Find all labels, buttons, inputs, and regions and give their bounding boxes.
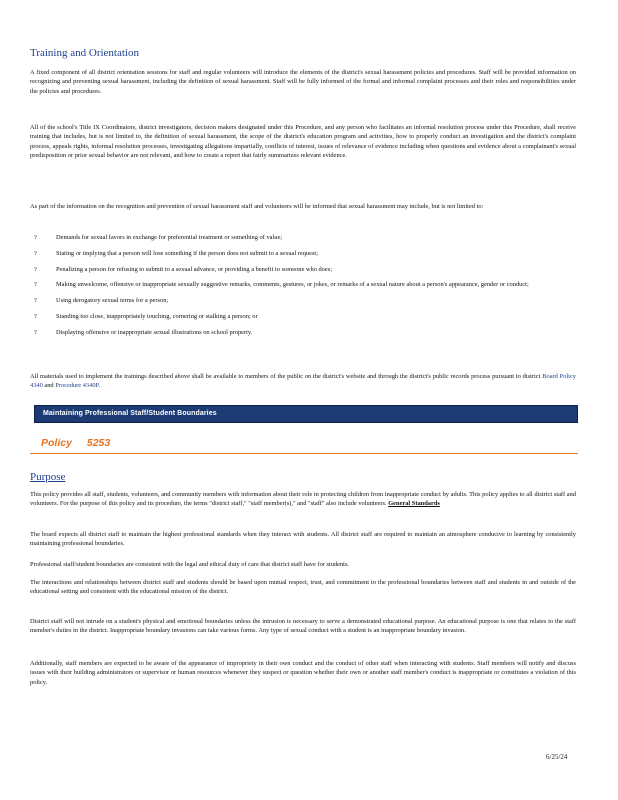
training-paragraph-1: A fixed component of all district orientation sessions for staff and regular volunteers will introduce the elements of the district's sexual harassment policies and procedures. Staff will be provided information on recognizing and preventing sexual harassment, including the definition of sexual harassment. Staff will be fully informed of the formal and informal complaint processes and their roles and responsibilities under the policies and procedures. (30, 69, 576, 95)
purpose-paragraph-1 (30, 490, 576, 509)
conjunction-text: and (44, 382, 54, 390)
list-item (30, 296, 576, 305)
bullet-mark: ? (34, 328, 37, 336)
bullet-mark: ? (34, 297, 37, 305)
materials-text: All materials used to implement the trainings described above shall be available to members of the public on the district's website and through the district's public records process pursuant to district (30, 373, 541, 380)
bullet-mark: ? (34, 234, 37, 241)
list-item (30, 249, 576, 258)
procedure-link[interactable]: Procedure 4340P (55, 382, 99, 390)
list-item (30, 328, 576, 337)
purpose-heading: Purpose (30, 471, 66, 483)
purpose-paragraph-3: Professional staff/student boundaries are consistent with the legal and ethical duty of care that district staff have for students. (30, 561, 350, 568)
list-item-text: Demands for sexual favors in exchange for preferential treatment or something of value; (56, 234, 283, 241)
bullet-mark: ? (34, 265, 37, 273)
list-item (30, 233, 576, 242)
training-paragraph-3: As part of the information on the recognition and prevention of sexual harassment staff and volunteers will be informed that sexual harassment may include, but is not limited to: (30, 203, 484, 210)
period-text: . (98, 382, 100, 390)
bullet-mark: ? (34, 249, 37, 257)
board-policy-link[interactable]: Board Policy 4340 (30, 373, 576, 390)
purpose-text: This policy provides all staff, students, volunteers, and community members with information about their role in protecting children from inappropriate conduct by adults. This policy applies to all district staff and volunteers. For the purpose of this policy and its procedure, the terms "district staff," "staff member(s)," and "staff" also include volunteers. (30, 491, 576, 508)
purpose-paragraph-5: District staff will not intrude on a student's physical and emotional boundaries unless the intrusion is necessary to serve a demonstrated educational purpose. An educational purpose is one that relates to the staff member's duties in the district. Inappropriate boundary invasions can take various forms. Any type of sexual conduct with a student is an inappropriate boundary invasion. (30, 618, 576, 635)
bullet-mark: ? (34, 312, 37, 320)
policy-number: Policy 5253 (41, 437, 111, 449)
purpose-paragraph-4: The interactions and relationships between district staff and students should be based upon mutual respect, trust, and commitment to the professional boundaries between staff and students in and outside of the educational setting and consistent with the educational mission of the district. (30, 579, 576, 596)
policy-number-row (30, 435, 578, 454)
training-paragraph-4 (30, 372, 576, 391)
bullet-mark: ? (34, 281, 37, 289)
list-item-text: Making unwelcome, offensive or inappropriate sexually suggestive remarks, comments, gestures, or jokes, or remarks of a sexual nature about a person's appearance, gender or conduct; (56, 281, 529, 289)
list-item (30, 265, 576, 274)
list-item-text: Stating or implying that a person will lose something if the person does not submit to a sexual request; (56, 249, 318, 257)
harassment-examples-list (30, 233, 576, 344)
list-item (30, 280, 576, 289)
list-item-text: Penalizing a person for refusing to submit to a sexual advance, or providing a benefit to someone who does; (56, 265, 332, 273)
purpose-paragraph-2: The board expects all district staff to maintain the highest professional standards when they interact with students. All district staff are required to maintain an atmosphere conducive to learning by consistently maintaining professional boundaries. (30, 531, 576, 548)
list-item-text: Using derogatory sexual terms for a person; (56, 297, 169, 305)
section-title: Maintaining Professional Staff/Student Boundaries (43, 410, 217, 417)
list-item-text: Standing too close, inappropriately touching, cornering or stalking a person; or (56, 312, 258, 320)
footer-date: 6/25/24 (546, 753, 568, 761)
list-item (30, 312, 576, 321)
training-heading: Training and Orientation (30, 47, 139, 59)
list-item-text: Displaying offensive or inappropriate sexual illustrations on school property. (56, 328, 253, 336)
general-standards-heading: General Standards (388, 500, 440, 508)
training-paragraph-2: All of the school's Title IX Coordinators, district investigators, decision makers designated under this Procedure, and any person who facilitates an informal resolution process under this Procedure, shall receive training that includes, but is not limited to, the definition of sexual harassment, the scope of the district's education program and activities, how to properly conduct an investigation and the district's complaint process, appeals rights, informal resolution processes, investigating allegations impartially, conflicts of interest, issues of relevance of evidence including when questions and evidence about a complainant's sexual predisposition or prior sexual behavior are not relevant, and how to create a report that fairly summarizes relevant evidence. (30, 124, 576, 159)
section-title-bar (34, 405, 578, 423)
purpose-paragraph-6: Additionally, staff members are expected to be aware of the appearance of impropriety in their own conduct and the conduct of other staff when interacting with students. Staff members will notify and discuss issues with their building administrators or supervisor or human resources whenever they suspect or question whether their own or another staff member's conduct is inappropriate or constitutes a violation of this policy. (30, 660, 576, 686)
